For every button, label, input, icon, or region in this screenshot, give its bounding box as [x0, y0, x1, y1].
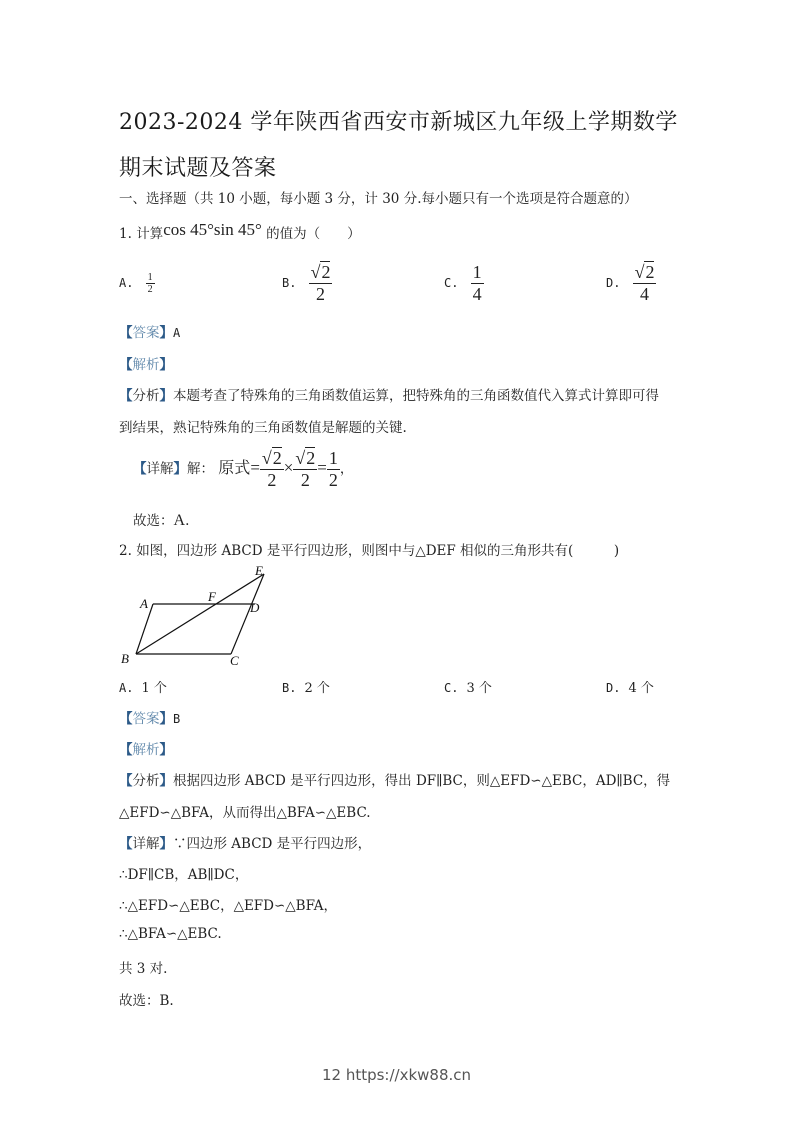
q1-option-d[interactable]	[606, 263, 656, 304]
sqrt-icon: √2	[295, 448, 316, 468]
q1-option-c[interactable]	[444, 263, 484, 304]
q2-detail-line-4: ∴△BFA∽△EBC.	[119, 926, 222, 942]
fraction: $\frac{√2}{4}$	[634, 262, 655, 304]
answer-label: 答案	[132, 325, 160, 341]
fraction: $\frac{1}{4}$	[472, 262, 482, 304]
analysis-label: 解析	[132, 742, 160, 758]
question-number: 1.	[119, 226, 132, 242]
answer-value: B	[173, 712, 181, 726]
question-2	[119, 539, 619, 559]
question-suffix: 的值为（ ）	[266, 226, 361, 242]
q2-option-a[interactable]: A. 1 个	[119, 681, 167, 696]
q2-option-b[interactable]: B. 2 个	[282, 681, 330, 696]
q1-choice: 故选：A.	[133, 512, 190, 529]
page-footer: 12 https://xkw88.cn	[321, 1066, 472, 1084]
q2-analysis-line-2: △EFD∽△BFA，从而得出△BFA∽△EBC.	[119, 805, 371, 821]
sqrt-icon: √2	[261, 448, 282, 468]
question-1	[119, 222, 361, 243]
fraction: $\frac{√2}{2}$	[310, 262, 331, 304]
parallelogram-figure	[118, 562, 278, 670]
q2-detail-line-2: ∴DF∥CB，AB∥DC，	[119, 867, 249, 883]
q2-analysis-heading: 【解析】	[119, 742, 173, 758]
point-label-c: C	[230, 653, 239, 668]
q1-answer: 【答案】A	[119, 325, 181, 341]
option-label: C.	[444, 276, 459, 291]
question-text: 如图，四边形 ABCD 是平行四边形，则图中与△DEF 相似的三角形共有( )	[136, 543, 620, 559]
q1-analysis-heading: 【解析】	[119, 357, 173, 373]
q1-option-a[interactable]	[119, 272, 155, 296]
q2-analysis-line-1: 【分析】根据四边形 ABCD 是平行四边形，得出 DF∥BC，则△EFD∽△EBC，AD∥BC，得	[119, 773, 671, 789]
q2-option-c[interactable]: C. 3 个	[444, 681, 492, 696]
q2-detail-line-1: 【详解】∵四边形 ABCD 是平行四边形，	[119, 836, 372, 852]
q1-analysis-line-2: 到结果，熟记特殊角的三角函数值是解题的关键.	[119, 420, 407, 436]
fraction: $\frac{1}{2}$	[328, 448, 338, 490]
sqrt-icon: √2	[310, 262, 331, 282]
option-label: B.	[282, 276, 297, 291]
sqrt-icon: √2	[634, 262, 655, 282]
point-label-f: F	[208, 589, 216, 604]
question-prefix: 计算	[136, 226, 164, 242]
q2-option-d[interactable]: D. 4 个	[606, 681, 654, 696]
point-label-b: B	[121, 651, 129, 666]
point-label-a: A	[140, 596, 148, 611]
analysis-label: 解析	[132, 357, 160, 373]
fraction: $\frac{1}{2}$	[147, 272, 153, 295]
point-label-e: E	[255, 563, 263, 578]
q1-option-b[interactable]	[282, 263, 332, 304]
fraction: $\frac{√2}{2}$	[261, 448, 282, 490]
fraction: $\frac{√2}{2}$	[295, 448, 316, 490]
q2-detail-line-3: ∴△EFD∽△EBC，△EFD∽△BFA，	[119, 898, 338, 914]
section-header: 一、选择题（共 10 小题，每小题 3 分，计 30 分.每小题只有一个选项是符合题意的）	[119, 191, 638, 207]
answer-label: 答案	[132, 711, 160, 727]
math-expression: cos 45°sin 45°	[163, 220, 262, 239]
q1-detail: 【详解】解： 原式= $\frac{√2}{2}$ × $\frac{√2}{2}$ = $\frac{1}{2}$ ，	[133, 448, 354, 490]
option-label: D.	[606, 276, 621, 291]
answer-value: A	[173, 326, 181, 340]
question-number: 2.	[119, 543, 132, 559]
q1-analysis-line-1: 【分析】本题考查了特殊角的三角函数值运算，把特殊角的三角函数值代入算式计算即可得	[119, 388, 659, 404]
q2-detail-line-5: 共 3 对.	[119, 961, 168, 977]
q2-answer: 【答案】B	[119, 711, 181, 727]
q2-detail-line-6: 故选：B.	[119, 993, 174, 1009]
option-label: A.	[119, 276, 134, 291]
document-title: 2023-2024 学年陕西省西安市新城区九年级上学期数学期末试题及答案	[119, 110, 678, 181]
point-label-d: D	[250, 600, 260, 615]
